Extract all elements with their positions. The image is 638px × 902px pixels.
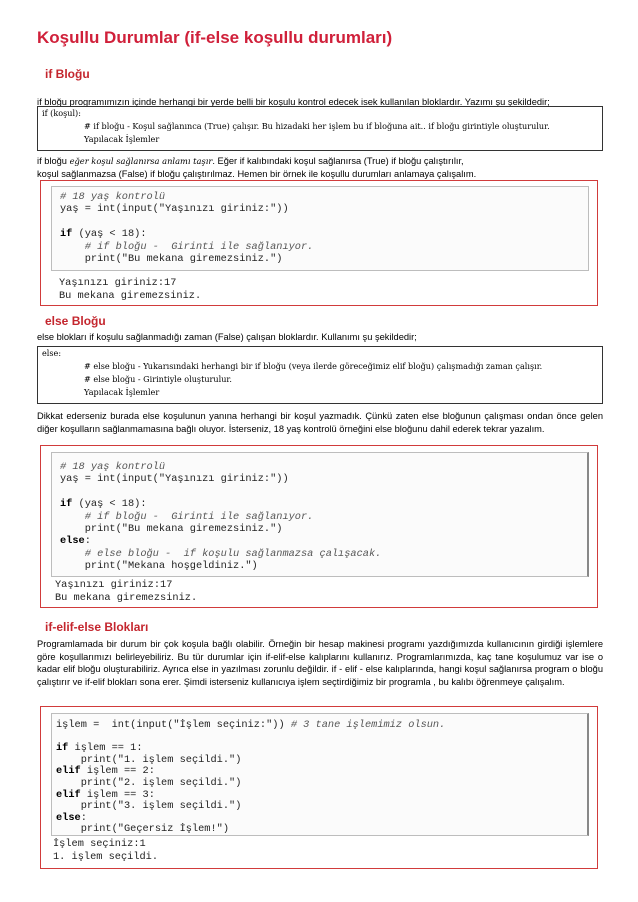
code-block <box>51 452 589 577</box>
if-intro: if bloğu programımızın içinde herhangi bir yerde belli bir koşulu kontrol edecek isek kullanılan bloklardır. Yazımı şu şekildedir; <box>37 97 550 107</box>
if-syntax-box <box>37 106 603 151</box>
code-line: print("1. işlem seçildi.") <box>56 753 242 766</box>
code-line: print("3. işlem seçildi.") <box>56 800 242 813</box>
syntax-line: # else bloğu - Yukarısındaki herhangi bir if bloğu (veya ilerde göreceğimiz elif bloğu) çalışmadığı zaman çalışır. <box>84 361 543 371</box>
code-line: print("Bu mekana giremezsiniz.") <box>60 523 283 536</box>
code-line: print("Bu mekana giremezsiniz.") <box>60 253 283 266</box>
output-line: 1. işlem seçildi. <box>53 851 159 864</box>
text: . Eğer if kalıbındaki koşul sağlanırsa (True) if bloğu çalıştırılır, <box>212 156 464 166</box>
output-line: Yaşınızı giriniz:17 <box>55 579 173 591</box>
code-keyword: if <box>56 742 69 755</box>
code-comment: # 3 tane işlemimiz olsun. <box>290 719 446 731</box>
code-output <box>53 838 158 864</box>
code-line: (yaş < 18): <box>72 228 147 241</box>
else-code-frame <box>40 445 598 608</box>
code-keyword: elif <box>56 765 81 778</box>
code-comment: # 18 yaş kontrolü <box>60 461 166 473</box>
code-output <box>55 579 197 605</box>
code-comment: # 18 yaş kontrolü <box>60 191 166 203</box>
syntax-line: Yapılacak İşlemler <box>84 387 160 397</box>
code-block <box>51 186 589 271</box>
code-keyword: elif <box>56 788 81 801</box>
code-line: : <box>84 535 91 548</box>
syntax-line: # else bloğu - Girintiyle oluşturulur. <box>84 374 232 384</box>
if-heading: if Bloğu <box>45 67 90 81</box>
code-line: print("2. işlem seçildi.") <box>56 776 242 789</box>
else-syntax-box <box>37 346 603 404</box>
syntax-line: # if bloğu - Koşul sağlanınca (True) çalışır. Bu hizadaki her işlem bu if bloğuna ait.. if bloğu girintiyle oluşturulur. <box>84 121 550 131</box>
code-keyword: else <box>60 535 85 548</box>
if-code-frame <box>40 180 598 306</box>
code-output <box>59 277 201 303</box>
code-comment: # else bloğu - if koşulu sağlanmazsa çalışacak. <box>60 547 382 560</box>
syntax-line: if (koşul): <box>42 108 81 118</box>
output-line: Yaşınızı giriniz:17 <box>59 277 177 289</box>
code-keyword: else <box>56 811 81 824</box>
code-line: (yaş < 18): <box>72 498 147 511</box>
code-line: işlem = int(input("İşlem seçiniz:")) <box>56 719 291 731</box>
output-line: İşlem seçiniz:1 <box>53 838 146 850</box>
code-keyword: if <box>60 228 73 241</box>
else-heading: else Bloğu <box>45 314 106 328</box>
code-comment: # if bloğu - Girinti ile sağlanıyor. <box>60 510 314 523</box>
code-line: işlem == 3: <box>80 788 155 801</box>
code-block <box>51 713 589 836</box>
text: if bloğu <box>37 156 70 166</box>
code-line: yaş = int(input("Yaşınızı giriniz:")) <box>60 473 289 486</box>
code-text <box>60 191 313 265</box>
code-text <box>56 720 445 836</box>
else-description: Dikkat ederseniz burada else koşulunun yanına herhangi bir koşul yazmadık. Çünkü zaten else bloğunun çalışması ondan önce gelen diğer koşulların sağlanmamasına bağlı oluyor. İsterseniz, 18 yaş kontrolü örneğini else bloğunu dahil ederek tekrar yazalım. <box>37 411 603 434</box>
else-intro: else blokları if koşulu sağlanmadığı zaman (False) çalışan bloklardır. Kullanımı şu şekildedir; <box>37 332 417 342</box>
syntax-line: else: <box>42 348 62 358</box>
code-line: işlem == 2: <box>80 765 155 778</box>
output-line: Bu mekana giremezsiniz. <box>59 290 202 303</box>
code-text <box>60 461 381 573</box>
elif-description: Programlamada bir durum bir çok koşula bağlı olabilir. Örneğin bir hesap makinesi programı yazdığımızda kullanıcının girdiği işlemlere göre koşullarımızı belirleyebiliriz. Bu tür durumlar için if-elif-else kalıplarını kullanırız. Programlarımızda, kaç tane koşulumuz var ise o kadar elif bloğu oluşturabiliriz. Ayrıca else in yazılması zorunlu değildir. if - elif - else kalıplarında, hangi koşul sağlanırsa program o bloğu çalıştırır ve if-elif blokları sona erer. Şimdi isterseniz kullanıcıya işlem seçtirdiğimiz bir programla , bu kalıbı öğrenmeye çalışalım. <box>37 639 603 687</box>
syntax-line: Yapılacak İşlemler <box>84 134 160 144</box>
elif-heading: if-elif-else Blokları <box>45 620 149 634</box>
code-line: işlem == 1: <box>68 742 143 755</box>
output-line: Bu mekana giremezsiniz. <box>55 592 198 605</box>
italic-text: eğer koşul sağlanırsa anlamı taşır <box>69 156 213 166</box>
page-title: Koşullu Durumlar (if-else koşullu durumları) <box>37 28 393 47</box>
text: koşul sağlanmazsa (False) if bloğu çalıştırılmaz. Hemen bir örnek ile koşullu durumları anlamaya çalışalım. <box>37 168 477 179</box>
if-description <box>37 155 603 180</box>
code-line: print("Geçersiz İşlem!") <box>56 823 230 836</box>
code-line: print("Mekana hoşgeldiniz.") <box>60 560 258 573</box>
code-line: : <box>80 811 87 824</box>
elif-code-frame <box>40 706 598 869</box>
code-keyword: if <box>60 498 73 511</box>
code-line: yaş = int(input("Yaşınızı giriniz:")) <box>60 203 289 216</box>
code-comment: # if bloğu - Girinti ile sağlanıyor. <box>60 240 314 253</box>
